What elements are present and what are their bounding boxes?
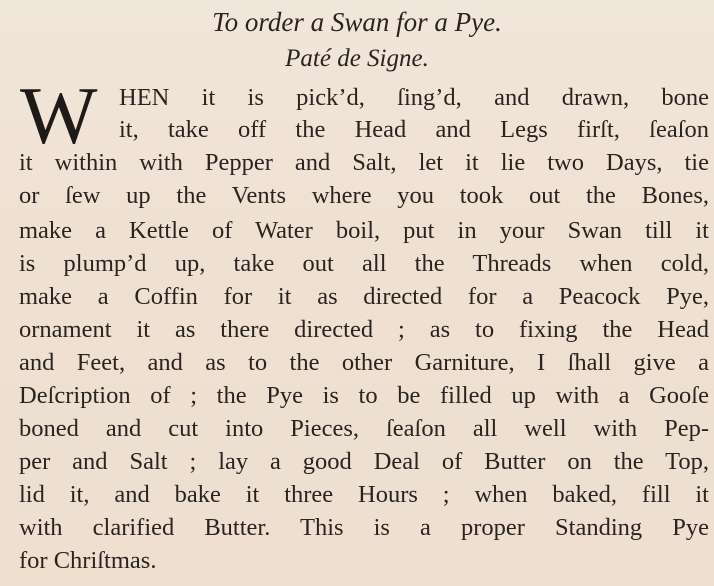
text-line: boned and cut into Pieces, ſeaſon all well with Pep- [19, 415, 709, 442]
text-line: make a Kettle of Water boil, put in your Swan till it [19, 217, 709, 244]
text-line: ornament it as there directed ; as to fixing the Head [19, 316, 709, 343]
text-line: Deſcription of ; the Pye is to be filled up with a Gooſe [19, 382, 709, 409]
text-line: make a Coffin for it as directed for a Peacock Pye, [19, 283, 709, 310]
recipe-title: To order a Swan for a Pye. [212, 7, 502, 37]
text-line: per and Salt ; lay a good Deal of Butter on the Top, [19, 448, 709, 475]
text-line: it, take off the Head and Legs firſt, ſeaſon [119, 116, 709, 143]
text-line: HEN it is pick’d, ſing’d, and drawn, bone [119, 84, 709, 111]
drop-cap: W [20, 70, 96, 161]
text-line: and Feet, and as to the other Garniture, I ſhall give a [19, 349, 709, 376]
text-line: it within with Pepper and Salt, let it lie two Days, tie [19, 149, 709, 176]
text-line: lid it, and bake it three Hours ; when baked, fill it [19, 481, 709, 508]
text-line: or ſew up the Vents where you took out the Bones, [19, 182, 709, 209]
text-line: is plump’d up, take out all the Threads when cold, [19, 250, 709, 277]
recipe-subtitle: Paté de Signe. [285, 45, 429, 72]
text-line: with clarified Butter. This is a proper Standing Pye [19, 514, 709, 541]
text-line: for Chriſtmas. [19, 547, 157, 574]
